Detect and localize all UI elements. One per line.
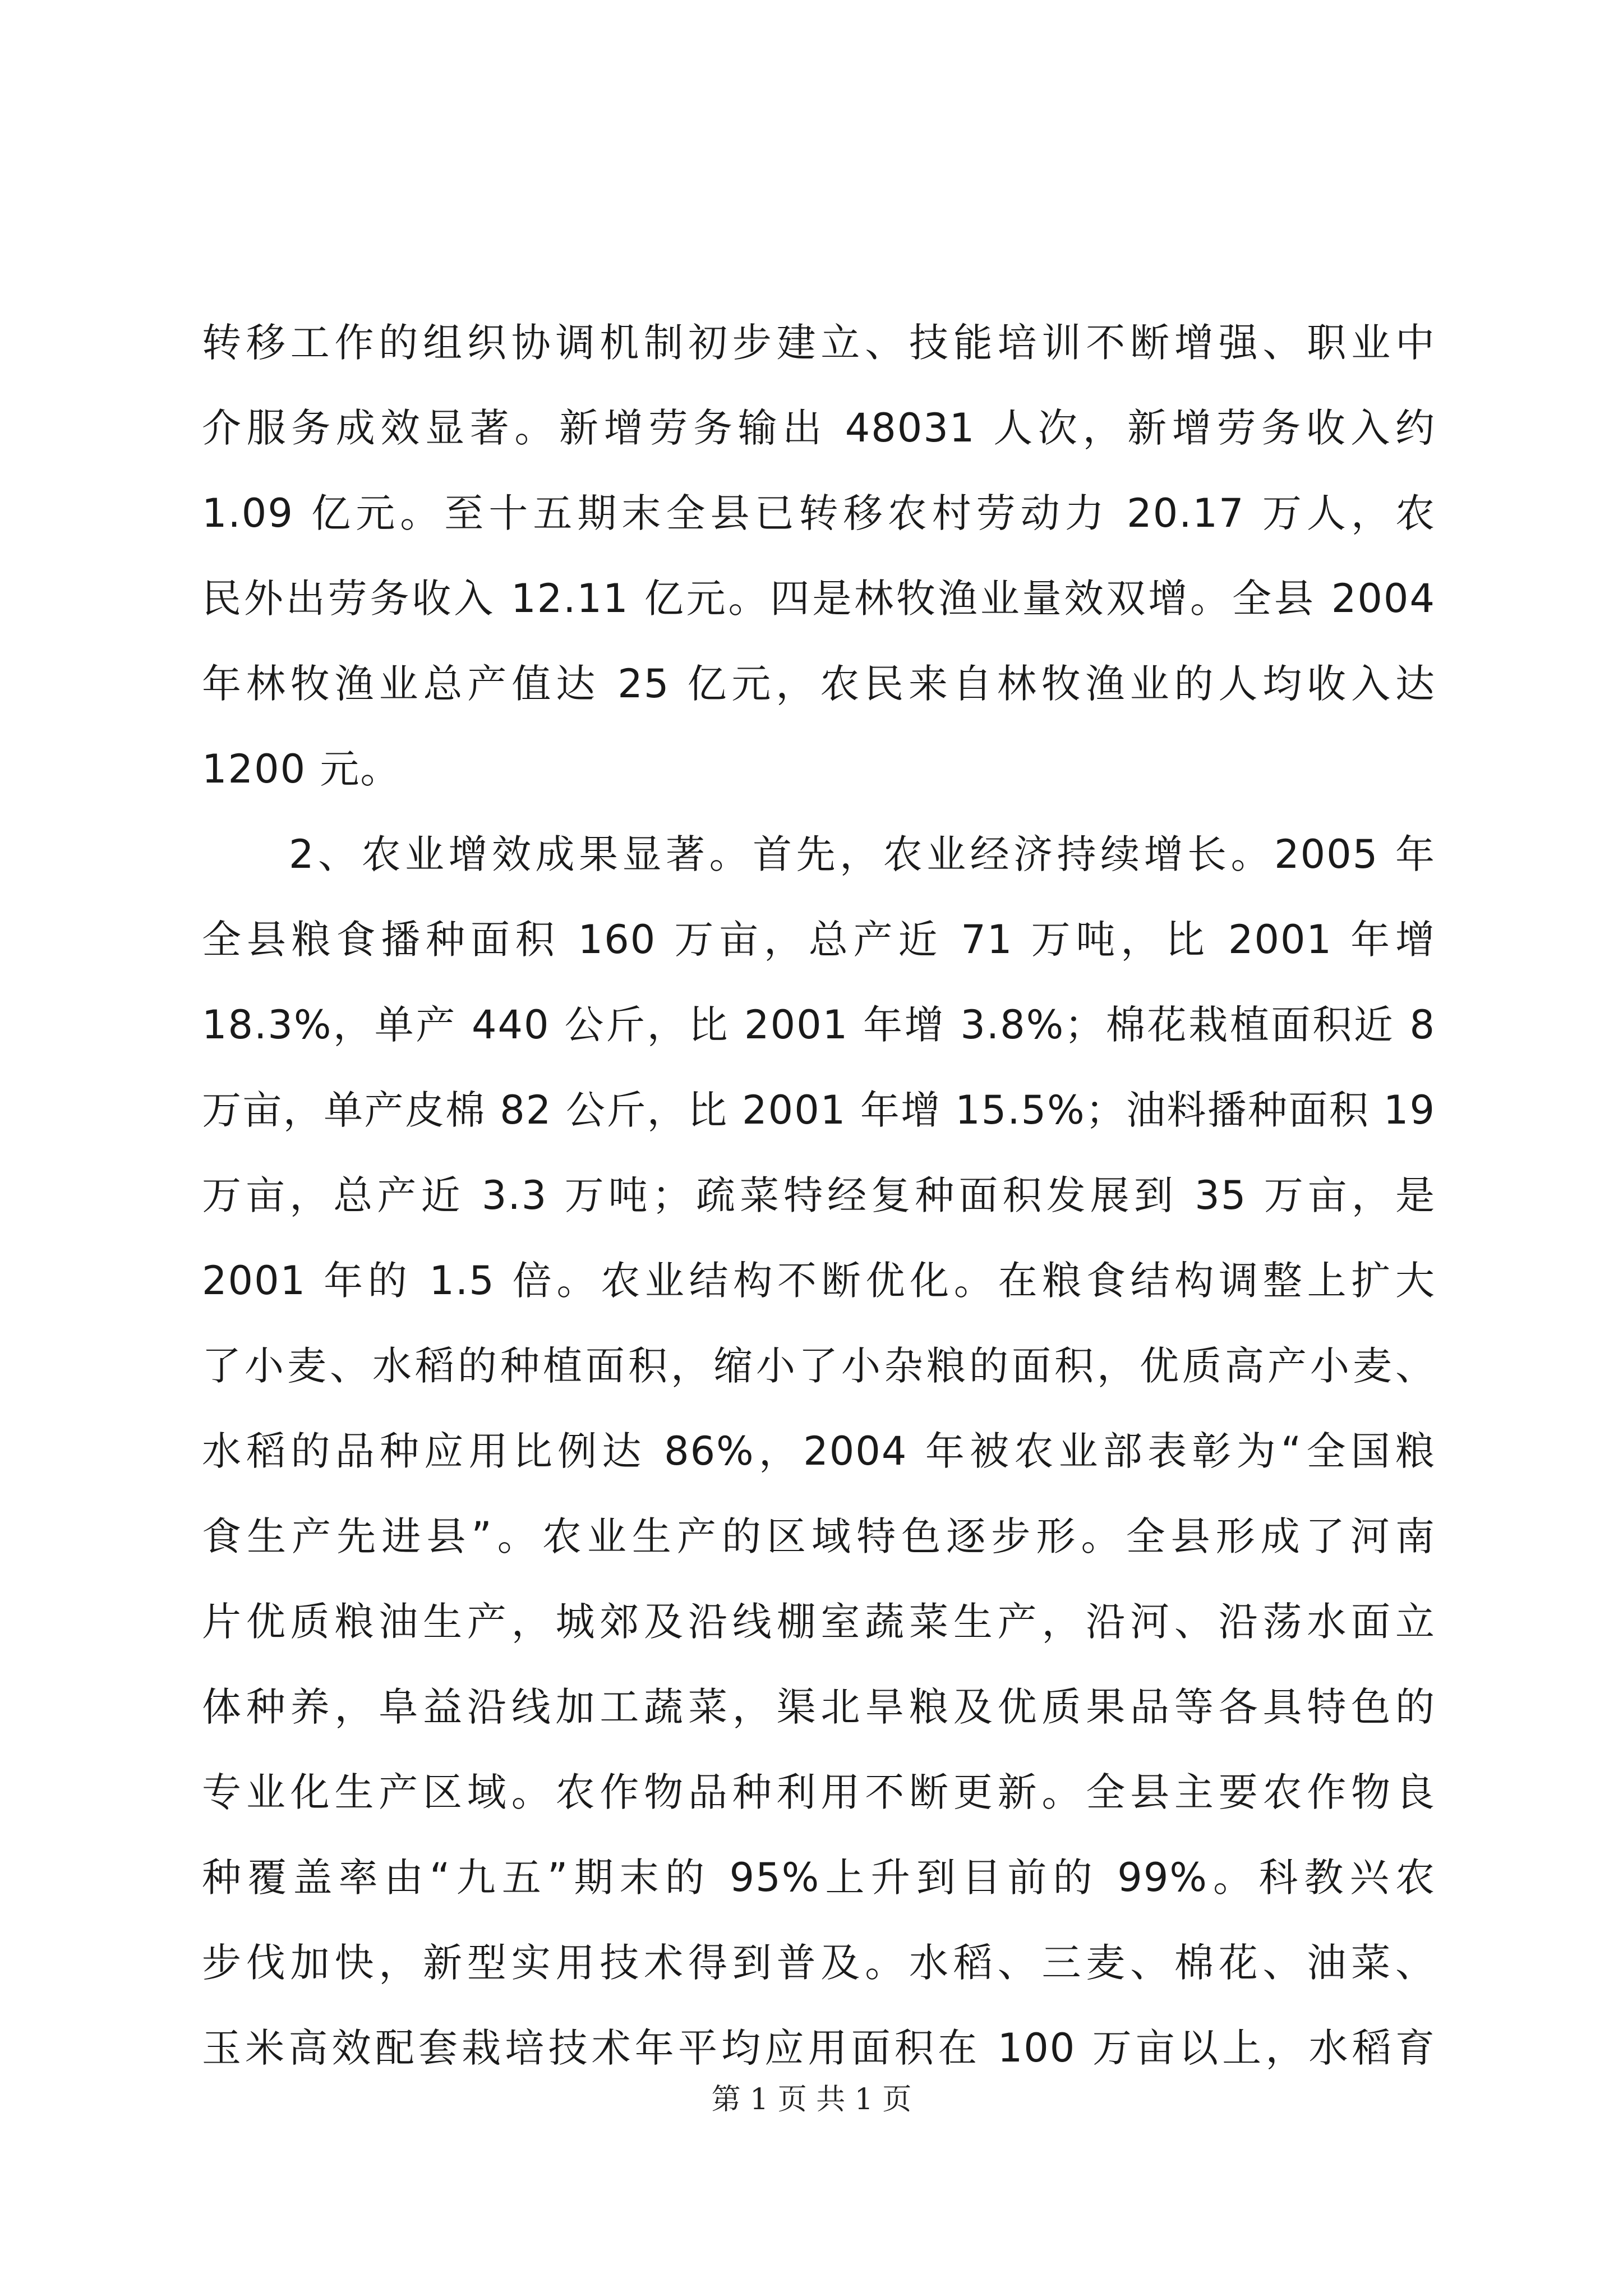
text-line: 食生产先进县”。农业生产的区域特色逐步形。全县形成了河南 [202,1513,1436,1559]
text-line: 万亩，总产近 3.3 万吨；疏菜特经复种面积发展到 35 万亩，是 [202,1172,1436,1218]
text-line: 1.09 亿元。至十五期末全县已转移农村劳动力 20.17 万人，农 [202,490,1436,536]
text-line: 玉米高效配套栽培技术年平均应用面积在 100 万亩以上，水稻育 [202,2025,1436,2071]
text-line: 万亩，单产皮棉 82 公斤，比 2001 年增 15.5%；油料播种面积 19 [202,1087,1436,1133]
text-line: 2001 年的 1.5 倍。农业结构不断优化。在粮食结构调整上扩大 [202,1258,1436,1304]
page-number: 第 1 页 共 1 页 [711,2083,912,2116]
text-line: 种覆盖率由“九五”期末的 95%上升到目前的 99%。科教兴农 [202,1855,1436,1901]
text-line: 专业化生产区域。农作物品种利用不断更新。全县主要农作物良 [202,1769,1436,1815]
text-line: 1200 元。 [202,746,401,792]
text-line: 体种养，阜益沿线加工蔬菜，渠北旱粮及优质果品等各具特色的 [202,1684,1436,1730]
text-line: 民外出劳务收入 12.11 亿元。四是林牧渔业量效双增。全县 2004 [202,576,1436,622]
text-line: 步伐加快，新型实用技术得到普及。水稻、三麦、棉花、油菜、 [202,1940,1436,1986]
text-line: 2、农业增效成果显著。首先，农业经济持续增长。2005 年 [202,831,1436,877]
text-line: 片优质粮油生产，城郊及沿线棚室蔬菜生产，沿河、沿荡水面立 [202,1599,1436,1645]
text-line: 全县粮食播种面积 160 万亩，总产近 71 万吨，比 2001 年增 [202,917,1436,963]
text-line: 介服务成效显著。新增劳务输出 48031 人次，新增劳务收入约 [202,405,1436,451]
text-line: 18.3%，单产 440 公斤，比 2001 年增 3.8%；棉花栽植面积近 8 [202,1002,1436,1048]
text-line: 转移工作的组织协调机制初步建立、技能培训不断增强、职业中 [202,320,1436,366]
text-line: 水稻的品种应用比例达 86%，2004 年被农业部表彰为“全国粮 [202,1428,1436,1474]
text-line: 了小麦、水稻的种植面积，缩小了小杂粮的面积，优质高产小麦、 [202,1343,1436,1389]
text-line: 年林牧渔业总产值达 25 亿元，农民来自林牧渔业的人均收入达 [202,661,1436,707]
body-text [202,300,1436,2091]
